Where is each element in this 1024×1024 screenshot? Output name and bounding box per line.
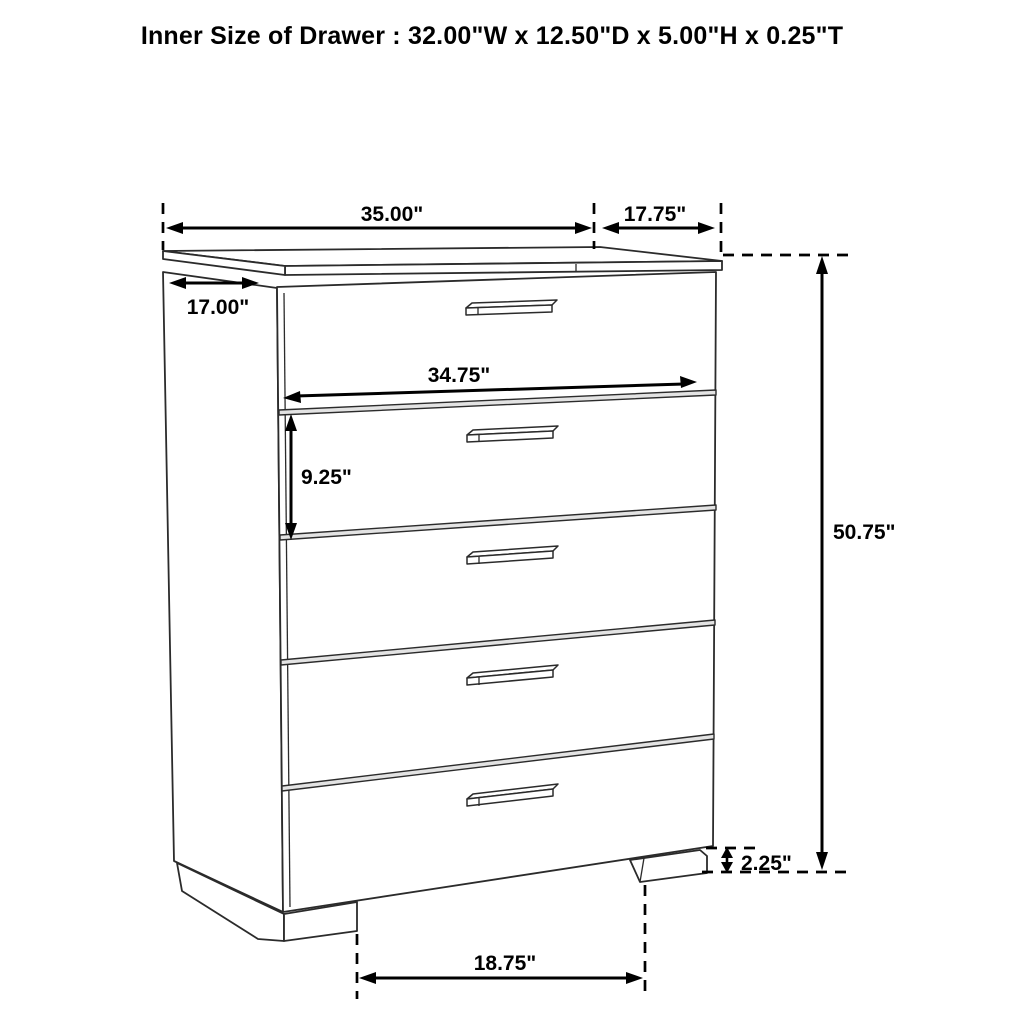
dim-overall-height — [702, 255, 896, 872]
dim-label-foot-spacing: 18.75" — [473, 952, 537, 975]
arrowhead-left — [359, 972, 376, 984]
dim-label-overall-height: 50.75" — [833, 521, 896, 544]
drawer-handle-1 — [466, 300, 557, 315]
front-face — [277, 272, 716, 912]
diagram-title: Inner Size of Drawer : 32.00"W x 12.50"D x 5.00"H x 0.25"T — [140, 22, 844, 50]
arrowhead-top — [816, 256, 828, 274]
arrowhead-left — [602, 222, 619, 234]
chest-drawing — [163, 247, 722, 941]
dim-label-drawer-height: 9.25" — [301, 466, 352, 489]
dim-label-side-depth: 17.00" — [186, 296, 250, 319]
dim-label-top-width: 35.00" — [360, 203, 424, 226]
dim-label-foot-height: 2.25" — [741, 852, 792, 875]
dim-top-depth — [602, 203, 721, 255]
arrowhead-bottom — [816, 852, 828, 870]
side-panel — [163, 272, 283, 912]
dim-foot-spacing — [357, 885, 645, 999]
dim-top-width — [163, 203, 594, 250]
arrowhead-right — [626, 972, 643, 984]
dim-foot-height — [706, 847, 792, 875]
dim-label-top-depth: 17.75" — [623, 203, 687, 226]
arrowhead-right — [575, 222, 592, 234]
dim-label-drawer-width: 34.75" — [427, 364, 491, 387]
arrowhead-right — [698, 222, 715, 234]
arrowhead-left — [166, 222, 183, 234]
